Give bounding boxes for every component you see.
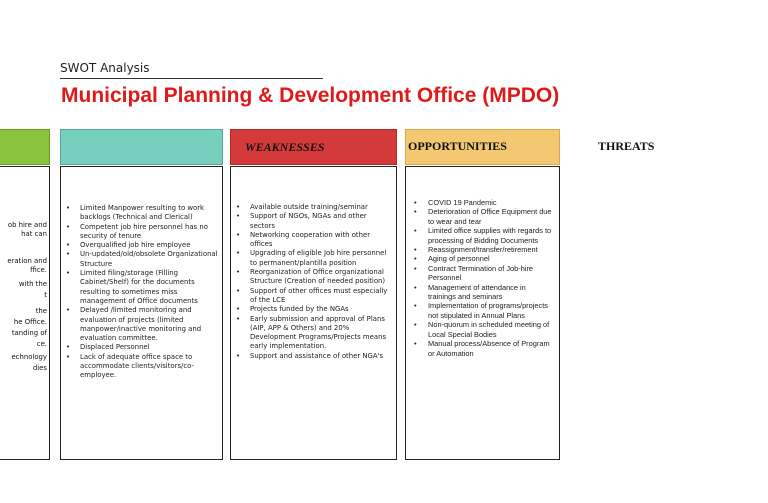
left-fragment-line: t	[44, 291, 47, 299]
list-item: • Aging of personnel	[406, 254, 555, 263]
list-item: • Implementation of programs/projects not stipulated in Annual Plans	[406, 301, 555, 320]
list-item: • Early submission and approval of Plans (AIP, APP & Others) and 20% Development Programs/Projects means early implementation.	[231, 315, 392, 352]
list-item: • Un-updated/old/obsolete Organizational Structure	[61, 250, 218, 269]
list-item: • Management of attendance in trainings and seminars	[406, 283, 555, 302]
list-item: • Deterioration of Office Equipment due to wear and tear	[406, 207, 555, 226]
threats-header-text: THREATS	[598, 139, 655, 153]
left-fragment-line: dies	[32, 364, 47, 372]
left-fragment-line: hat can	[21, 230, 47, 238]
left-fragment-line: ce.	[36, 340, 47, 348]
strengths-column-box	[0, 166, 50, 460]
list-item: • Limited office supplies with regards to processing of Bidding Documents	[406, 226, 555, 245]
list-item: • Reorganization of Office organizational Structure (Creation of needed position)	[231, 268, 392, 287]
list-item: • Limited filing/storage (Filling Cabinet/Shelf) for the documents resulting to sometimes miss management of Office documents	[61, 269, 218, 306]
opportunities-column-box	[405, 166, 560, 460]
list-item: • Upgrading of eligible Job hire personnel to permanent/plantilla position	[231, 249, 392, 268]
list-item: • Support of NGOs, NGAs and other sectors	[231, 212, 392, 231]
strengths-header-block	[0, 129, 50, 165]
left-fragment-line: eration and	[7, 257, 47, 265]
label-underline	[60, 78, 323, 79]
list-item: • Lack of adequate office space to accommodate clients/visitors/co-employee.	[61, 353, 218, 381]
column-c-list	[406, 167, 559, 358]
left-fragment-line: ob hire and	[7, 221, 47, 229]
teal-header-block	[60, 129, 223, 165]
left-fragment-line: echnology	[11, 353, 47, 361]
list-item: • Contract Termination of Job-hire Personnel	[406, 264, 555, 283]
left-fragment-line: he Office.	[13, 318, 47, 326]
document-title: Municipal Planning & Development Office (MPDO)	[61, 84, 560, 107]
list-item: • Support of other offices must especially of the LCE	[231, 287, 392, 306]
column-a-box	[60, 166, 223, 460]
list-item: • Non-quorum in scheduled meeting of Local Special Bodies	[406, 320, 555, 339]
left-fragment-line: the	[35, 307, 47, 315]
weaknesses-header-block	[230, 129, 397, 165]
weaknesses-header-text: WEAKNESSES	[245, 140, 325, 154]
list-item: • Delayed /limited monitoring and evaluation of projects (limited manpower/inactive monitoring and evaluation committee.	[61, 306, 218, 343]
document-label: SWOT Analysis	[60, 61, 150, 75]
left-fragment-line: with the	[18, 280, 47, 288]
list-item: • Support and assistance of other NGA's	[231, 352, 392, 361]
list-item: • COVID 19 Pandemic	[406, 198, 555, 207]
list-item: • Displaced Personnel	[61, 343, 218, 352]
weaknesses-column-box	[230, 166, 397, 460]
list-item: • Available outside training/seminar	[231, 203, 392, 212]
list-item: • Manual process/Absence of Program or Automation	[406, 339, 555, 358]
opportunities-header-block	[405, 129, 560, 165]
list-item: • Reassignment/transfer/retirement	[406, 245, 555, 254]
list-item: • Limited Manpower resulting to work backlogs (Technical and Clerical)	[61, 204, 218, 223]
list-item: • Overqualified job hire employee	[61, 241, 218, 250]
left-fragment-line: ffice.	[30, 266, 47, 274]
left-fragment-line: tanding of	[11, 329, 47, 337]
list-item: • Networking cooperation with other offices	[231, 231, 392, 250]
list-item: • Competent job hire personnel has no security of tenure	[61, 223, 218, 242]
list-item: • Projects funded by the NGAs	[231, 305, 392, 314]
opportunities-header-text: OPPORTUNITIES	[408, 139, 507, 153]
column-a-list	[61, 167, 222, 381]
column-b-list	[231, 167, 396, 361]
